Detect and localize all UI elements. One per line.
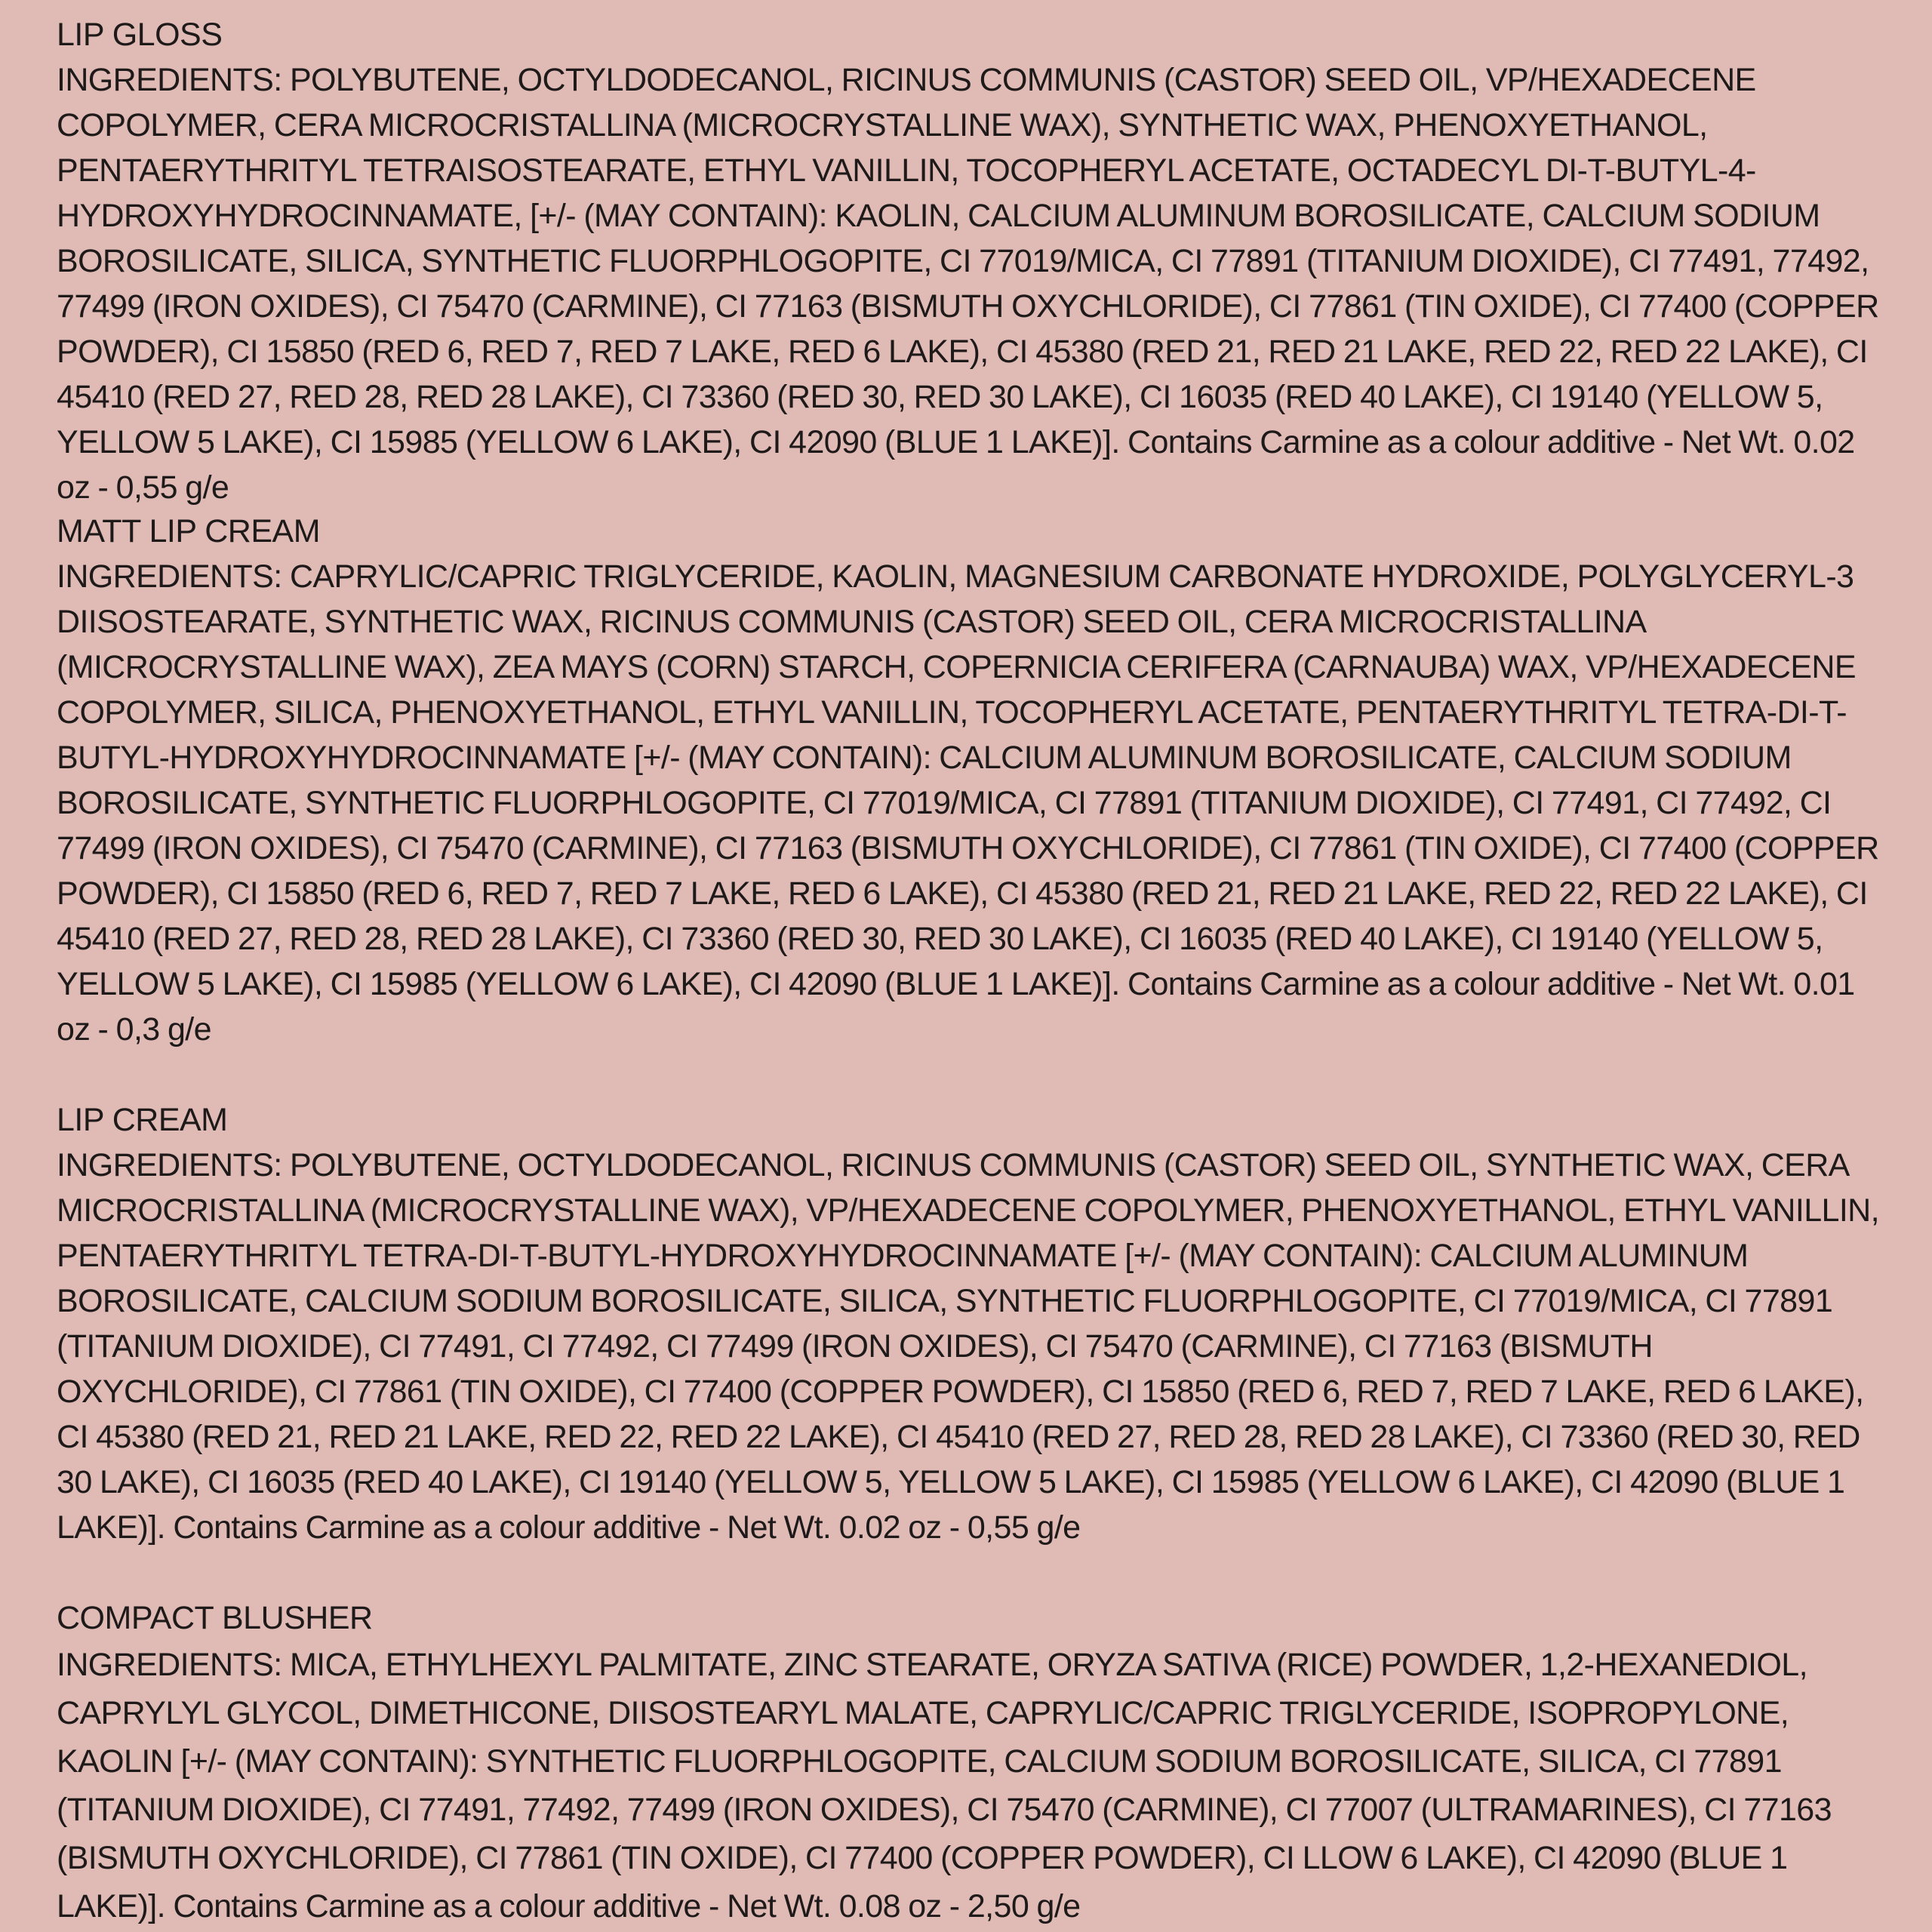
section-title: MATT LIP CREAM [57,513,321,549]
ingredients-text: INGREDIENTS: MICA, ETHYLHEXYL PALMITATE, ZINC STEARATE, ORYZA SATIVA (RICE) POWDER, 1,2-HEXANEDIOL, CAPRYLYL GLYCOL, DIMETHICONE, DIISOSTEARYL MALATE, CAPRYLIC/CAPRIC TRIGLYCERIDE, ISOPROPYLONE, KAOLIN [+/- (MAY CONTAIN): SYNTHETIC FLUORPHLOGOPITE, CALCIUM SODIUM BOROSILICATE, SILICA, CI 77891 (TITANIUM DIOXIDE), CI 77491, 77492, 77499 (IRON OXIDES), CI 75470 (CARMINE), CI 77007 (ULTRAMARINES), CI 77163 (BISMUTH OXYCHLORIDE), CI 77861 (TIN OXIDE), CI 77400 (COPPER POWDER), CI LLOW 6 LAKE), CI 42090 (BLUE 1 LAKE)]. Contains Carmine as a colour additive - Net Wt. 0.08 oz - 2,50 g/e [57,1647,1832,1924]
matt-lip-cream-section [57,509,1895,1097]
compact-blusher-section [57,1595,1895,1930]
ingredients-text: INGREDIENTS: POLYBUTENE, OCTYLDODECANOL, RICINUS COMMUNIS (CASTOR) SEED OIL, VP/HEXADECENE COPOLYMER, CERA MICROCRISTALLINA (MICROCRYSTALLINE WAX), SYNTHETIC WAX, PHENOXYETHANOL, PENTAERYTHRITYL TETRAISOSTEARATE, ETHYL VANILLIN, TOCOPHERYL ACETATE, OCTADECYL DI-T-BUTYL-4-HYDROXYHYDROCINNAMATE, [+/- (MAY CONTAIN): KAOLIN, CALCIUM ALUMINUM BOROSILICATE, CALCIUM SODIUM BOROSILICATE, SILICA, SYNTHETIC FLUORPHLOGOPITE, CI 77019/MICA, CI 77891 (TITANIUM DIOXIDE), CI 77491, 77492, 77499 (IRON OXIDES), CI 75470 (CARMINE), CI 77163 (BISMUTH OXYCHLORIDE), CI 77861 (TIN OXIDE), CI 77400 (COPPER POWDER), CI 15850 (RED 6, RED 7, RED 7 LAKE, RED 6 LAKE), CI 45380 (RED 21, RED 21 LAKE, RED 22, RED 22 LAKE), CI 45410 (RED 27, RED 28, RED 28 LAKE), CI 73360 (RED 30, RED 30 LAKE), CI 16035 (RED 40 LAKE), CI 19140 (YELLOW 5, YELLOW 5 LAKE), CI 15985 (YELLOW 6 LAKE), CI 42090 (BLUE 1 LAKE)]. Contains Carmine as a colour additive - Net Wt. 0.02 oz - 0,55 g/e [57,62,1879,506]
ingredients-text: INGREDIENTS: POLYBUTENE, OCTYLDODECANOL, RICINUS COMMUNIS (CASTOR) SEED OIL, SYNTHETIC WAX, CERA MICROCRISTALLINA (MICROCRYSTALLINE WAX), VP/HEXADECENE COPOLYMER, PHENOXYETHANOL, ETHYL VANILLIN, PENTAERYTHRITYL TETRA-DI-T-BUTYL-HYDROXYHYDROCINNAMATE [+/- (MAY CONTAIN): CALCIUM ALUMINUM BOROSILICATE, CALCIUM SODIUM BOROSILICATE, SILICA, SYNTHETIC FLUORPHLOGOPITE, CI 77019/MICA, CI 77891 (TITANIUM DIOXIDE), CI 77491, CI 77492, CI 77499 (IRON OXIDES), CI 75470 (CARMINE), CI 77163 (BISMUTH OXYCHLORIDE), CI 77861 (TIN OXIDE), CI 77400 (COPPER POWDER), CI 15850 (RED 6, RED 7, RED 7 LAKE, RED 6 LAKE), CI 45380 (RED 21, RED 21 LAKE, RED 22, RED 22 LAKE), CI 45410 (RED 27, RED 28, RED 28 LAKE), CI 73360 (RED 30, RED 30 LAKE), CI 16035 (RED 40 LAKE), CI 19140 (YELLOW 5, YELLOW 5 LAKE), CI 15985 (YELLOW 6 LAKE), CI 42090 (BLUE 1 LAKE)]. Contains Carmine as a colour additive - Net Wt. 0.02 oz - 0,55 g/e [57,1147,1879,1546]
section-title: LIP GLOSS [57,17,223,53]
lip-gloss-section [57,12,1895,509]
lip-cream-section [57,1097,1895,1595]
section-title: COMPACT BLUSHER [57,1600,373,1636]
section-title: LIP CREAM [57,1102,228,1138]
ingredients-sections [57,12,1895,1930]
ingredients-text: INGREDIENTS: CAPRYLIC/CAPRIC TRIGLYCERIDE, KAOLIN, MAGNESIUM CARBONATE HYDROXIDE, POLYGLYCERYL-3 DIISOSTEARATE, SYNTHETIC WAX, RICINUS COMMUNIS (CASTOR) SEED OIL, CERA MICROCRISTALLINA (MICROCRYSTALLINE WAX), ZEA MAYS (CORN) STARCH, COPERNICIA CERIFERA (CARNAUBA) WAX, VP/HEXADECENE COPOLYMER, SILICA, PHENOXYETHANOL, ETHYL VANILLIN, TOCOPHERYL ACETATE, PENTAERYTHRITYL TETRA-DI-T-BUTYL-HYDROXYHYDROCINNAMATE [+/- (MAY CONTAIN): CALCIUM ALUMINUM BOROSILICATE, CALCIUM SODIUM BOROSILICATE, SYNTHETIC FLUORPHLOGOPITE, CI 77019/MICA, CI 77891 (TITANIUM DIOXIDE), CI 77491, CI 77492, CI 77499 (IRON OXIDES), CI 75470 (CARMINE), CI 77163 (BISMUTH OXYCHLORIDE), CI 77861 (TIN OXIDE), CI 77400 (COPPER POWDER), CI 15850 (RED 6, RED 7, RED 7 LAKE, RED 6 LAKE), CI 45380 (RED 21, RED 21 LAKE, RED 22, RED 22 LAKE), CI 45410 (RED 27, RED 28, RED 28 LAKE), CI 73360 (RED 30, RED 30 LAKE), CI 16035 (RED 40 LAKE), CI 19140 (YELLOW 5, YELLOW 5 LAKE), CI 15985 (YELLOW 6 LAKE), CI 42090 (BLUE 1 LAKE)]. Contains Carmine as a colour additive - Net Wt. 0.01 oz - 0,3 g/e [57,558,1879,1048]
